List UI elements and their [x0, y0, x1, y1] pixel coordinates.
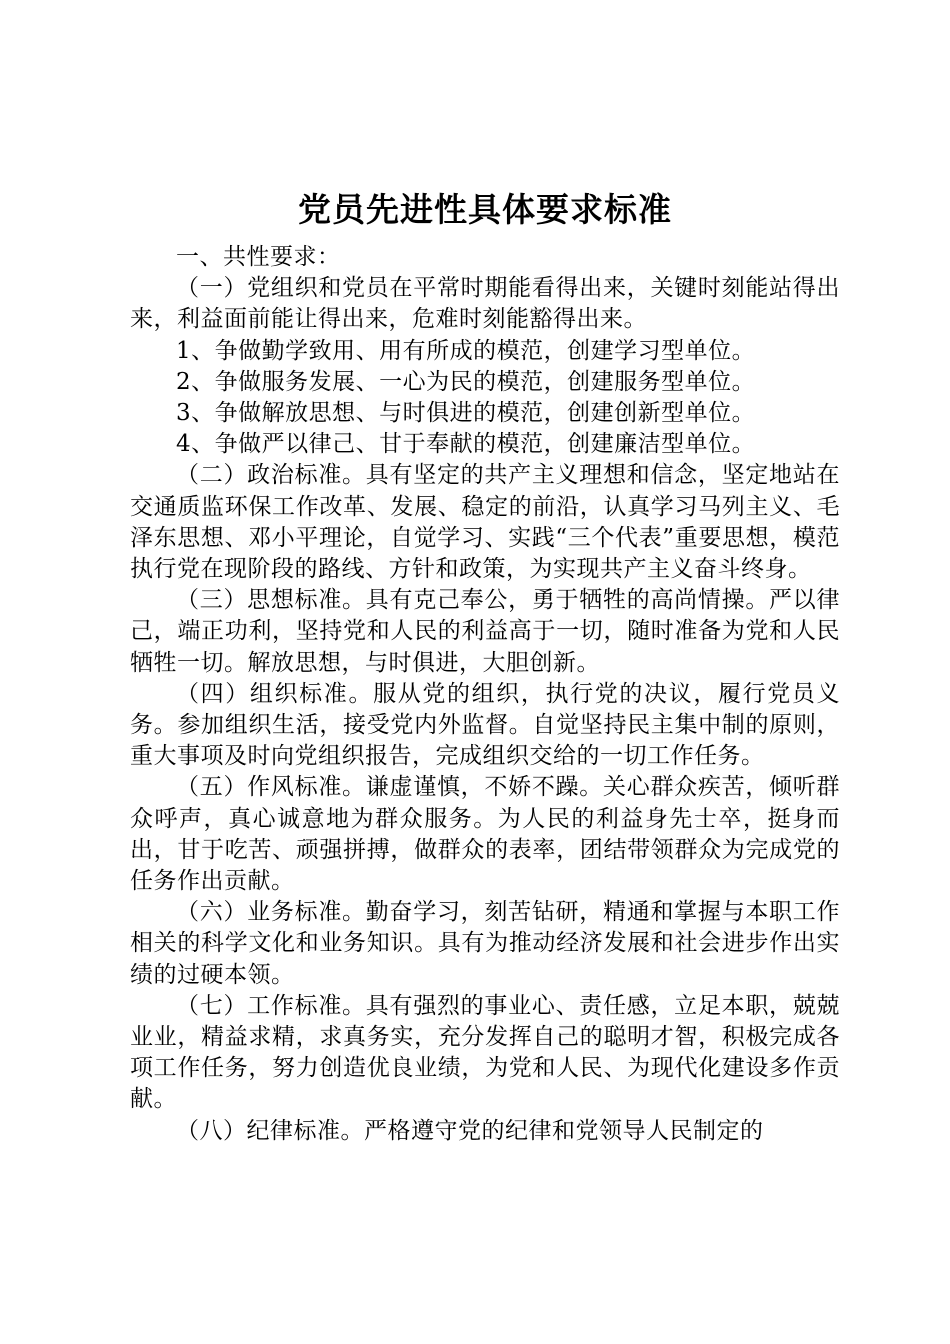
document-page [130, 178, 840, 1147]
paragraph-ideological-standard: （三）思想标准。具有克己奉公，勇于牺牲的高尚情操。严以律己，端正功利，坚持党和人民的利益高于一切，随时准备为党和人民牺牲一切。解放思想，与时俱进，大胆创新。 [130, 587, 840, 676]
paragraph-discipline-standard: （八）纪律标准。严格遵守党的纪律和党领导人民制定的 [176, 1117, 764, 1144]
paragraph-organizational-standard: （四）组织标准。服从党的组织，执行党的决议，履行党员义务。参加组织生活，接受党内外监督。自觉坚持民主集中制的原则，重大事项及时向党组织报告，完成组织交给的一切工作任务。 [130, 680, 840, 770]
document-title: 党员先进性具体要求标准 [298, 190, 672, 229]
paragraph-work-style-standard: （五）作风标准。谦虚谨慎，不娇不躁。关心群众疾苦，倾听群众呼声，真心诚意地为群众服务。为人民的利益身先士卒，挺身而出，甘于吃苦、顽强拼搏，做群众的表率，团结带领群众为完成党的任务作出贡献。 [130, 774, 840, 895]
list-item-2: 2、争做服务发展、一心为民的模范，创建服务型单位。 [176, 368, 756, 395]
list-item-3: 3、争做解放思想、与时俱进的模范，创建创新型单位。 [176, 400, 756, 427]
paragraph-work-standard: （七）工作标准。具有强烈的事业心、责任感，立足本职，兢兢业业，精益求精，求真务实，充分发挥自己的聪明才智，积极完成各项工作任务，努力创造优良业绩，为党和人民、为现代化建设多作贡献。 [130, 992, 840, 1113]
paragraph-professional-standard: （六）业务标准。勤奋学习，刻苦钻研，精通和掌握与本职工作相关的科学文化和业务知识。具有为推动经济发展和社会进步作出实绩的过硬本领。 [130, 899, 840, 988]
section-heading-common-requirements: 一、共性要求： [176, 244, 341, 270]
list-item-1: 1、争做勤学致用、用有所成的模范，创建学习型单位。 [176, 337, 756, 364]
paragraph-item-1: （一）党组织和党员在平常时期能看得出来，关键时刻能站得出来，利益面前能让得出来，危难时刻能豁得出来。 [130, 275, 840, 333]
list-item-4: 4、争做严以律己、甘于奉献的模范，创建廉洁型单位。 [176, 431, 756, 458]
paragraph-political-standard: （二）政治标准。具有坚定的共产主义理想和信念，坚定地站在交通质监环保工作改革、发展、稳定的前沿，认真学习马列主义、毛泽东思想、邓小平理论，自觉学习、实践“三个代表”重要思想，模范执行党在现阶段的路线、方针和政策，为实现共产主义奋斗终身。 [130, 462, 840, 583]
